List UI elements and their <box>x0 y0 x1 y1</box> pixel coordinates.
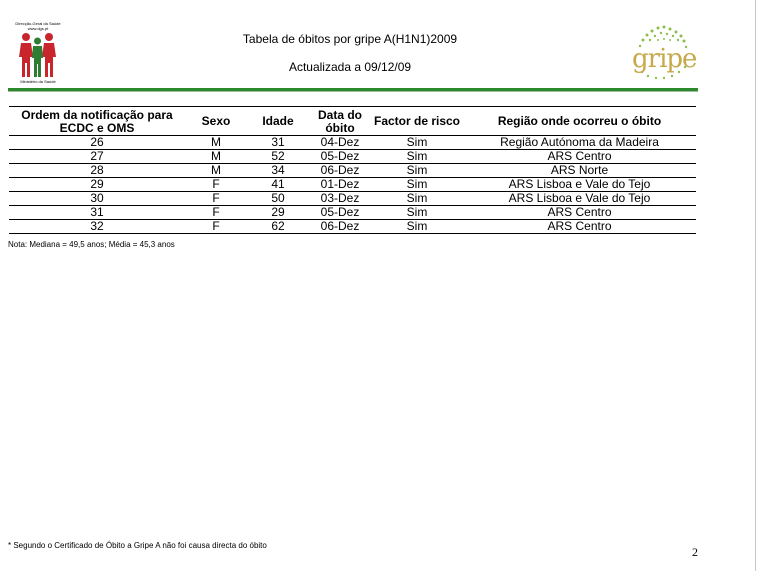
cell-date: 05-Dez <box>309 206 371 220</box>
dgs-logo-ministry: Ministério da Saúde <box>20 79 56 84</box>
dgs-logo-url: www.dgs.pt <box>27 26 49 31</box>
cell-region: Região Autónoma da Madeira <box>463 136 696 150</box>
cell-risk: Sim <box>371 136 463 150</box>
cell-date: 04-Dez <box>309 136 371 150</box>
col-header-date: Data do óbito <box>309 107 371 136</box>
statistics-note: Nota: Mediana = 49,5 anos; Média = 45,3 anos <box>8 240 175 249</box>
cell-age: 50 <box>247 192 309 206</box>
cell-age: 31 <box>247 136 309 150</box>
cell-sex: F <box>185 220 247 234</box>
header-rule-shadow <box>8 91 698 92</box>
cell-order: 28 <box>9 164 185 178</box>
cell-date: 05-Dez <box>309 150 371 164</box>
page-title: Tabela de óbitos por gripe A(H1N1)2009 <box>242 32 458 46</box>
people-figures-icon <box>16 32 60 78</box>
cell-sex: F <box>185 192 247 206</box>
gripe-logo-text: gripe <box>632 44 697 74</box>
cell-age: 29 <box>247 206 309 220</box>
cell-order: 29 <box>9 178 185 192</box>
table-row <box>9 192 696 206</box>
col-header-risk: Factor de risco <box>371 107 463 136</box>
cell-order: 26 <box>9 136 185 150</box>
cell-date: 06-Dez <box>309 164 371 178</box>
cell-region: ARS Centro <box>463 150 696 164</box>
cell-sex: F <box>185 206 247 220</box>
cell-order: 31 <box>9 206 185 220</box>
col-header-region: Região onde ocorreu o óbito <box>463 107 696 136</box>
cell-region: ARS Centro <box>463 206 696 220</box>
table-row <box>9 136 696 150</box>
cell-risk: Sim <box>371 192 463 206</box>
cell-order: 32 <box>9 220 185 234</box>
cell-risk: Sim <box>371 150 463 164</box>
footnote: * Segundo o Certificado de Óbito a Gripe A não foi causa directa do óbito <box>8 541 267 550</box>
cell-sex: M <box>185 136 247 150</box>
page-edge <box>755 0 756 571</box>
cell-age: 62 <box>247 220 309 234</box>
cell-region: ARS Lisboa e Vale do Tejo <box>463 178 696 192</box>
cell-risk: Sim <box>371 206 463 220</box>
cell-region: ARS Norte <box>463 164 696 178</box>
page-number: 2 <box>692 545 698 559</box>
cell-sex: M <box>185 164 247 178</box>
table-row <box>9 164 696 178</box>
dgs-logo-name: Direcção-Geral da Saúde <box>15 21 61 26</box>
col-header-age: Idade <box>247 107 309 136</box>
cell-date: 06-Dez <box>309 220 371 234</box>
table-row <box>9 220 696 234</box>
cell-risk: Sim <box>371 178 463 192</box>
gripe-logo <box>628 24 696 82</box>
cell-age: 34 <box>247 164 309 178</box>
cell-region: ARS Lisboa e Vale do Tejo <box>463 192 696 206</box>
cell-date: 03-Dez <box>309 192 371 206</box>
cell-age: 41 <box>247 178 309 192</box>
col-header-order: Ordem da notificação para ECDC e OMS <box>9 107 185 136</box>
cell-region: ARS Centro <box>463 220 696 234</box>
dgs-logo <box>8 20 68 84</box>
deaths-table <box>9 106 696 234</box>
table-header-row <box>9 107 696 136</box>
cell-sex: M <box>185 150 247 164</box>
table-row <box>9 206 696 220</box>
table-row <box>9 178 696 192</box>
cell-date: 01-Dez <box>309 178 371 192</box>
cell-order: 27 <box>9 150 185 164</box>
table-row <box>9 150 696 164</box>
cell-risk: Sim <box>371 164 463 178</box>
cell-sex: F <box>185 178 247 192</box>
col-header-sex: Sexo <box>185 107 247 136</box>
cell-risk: Sim <box>371 220 463 234</box>
cell-order: 30 <box>9 192 185 206</box>
cell-age: 52 <box>247 150 309 164</box>
update-date: Actualizada a 09/12/09 <box>288 60 412 74</box>
